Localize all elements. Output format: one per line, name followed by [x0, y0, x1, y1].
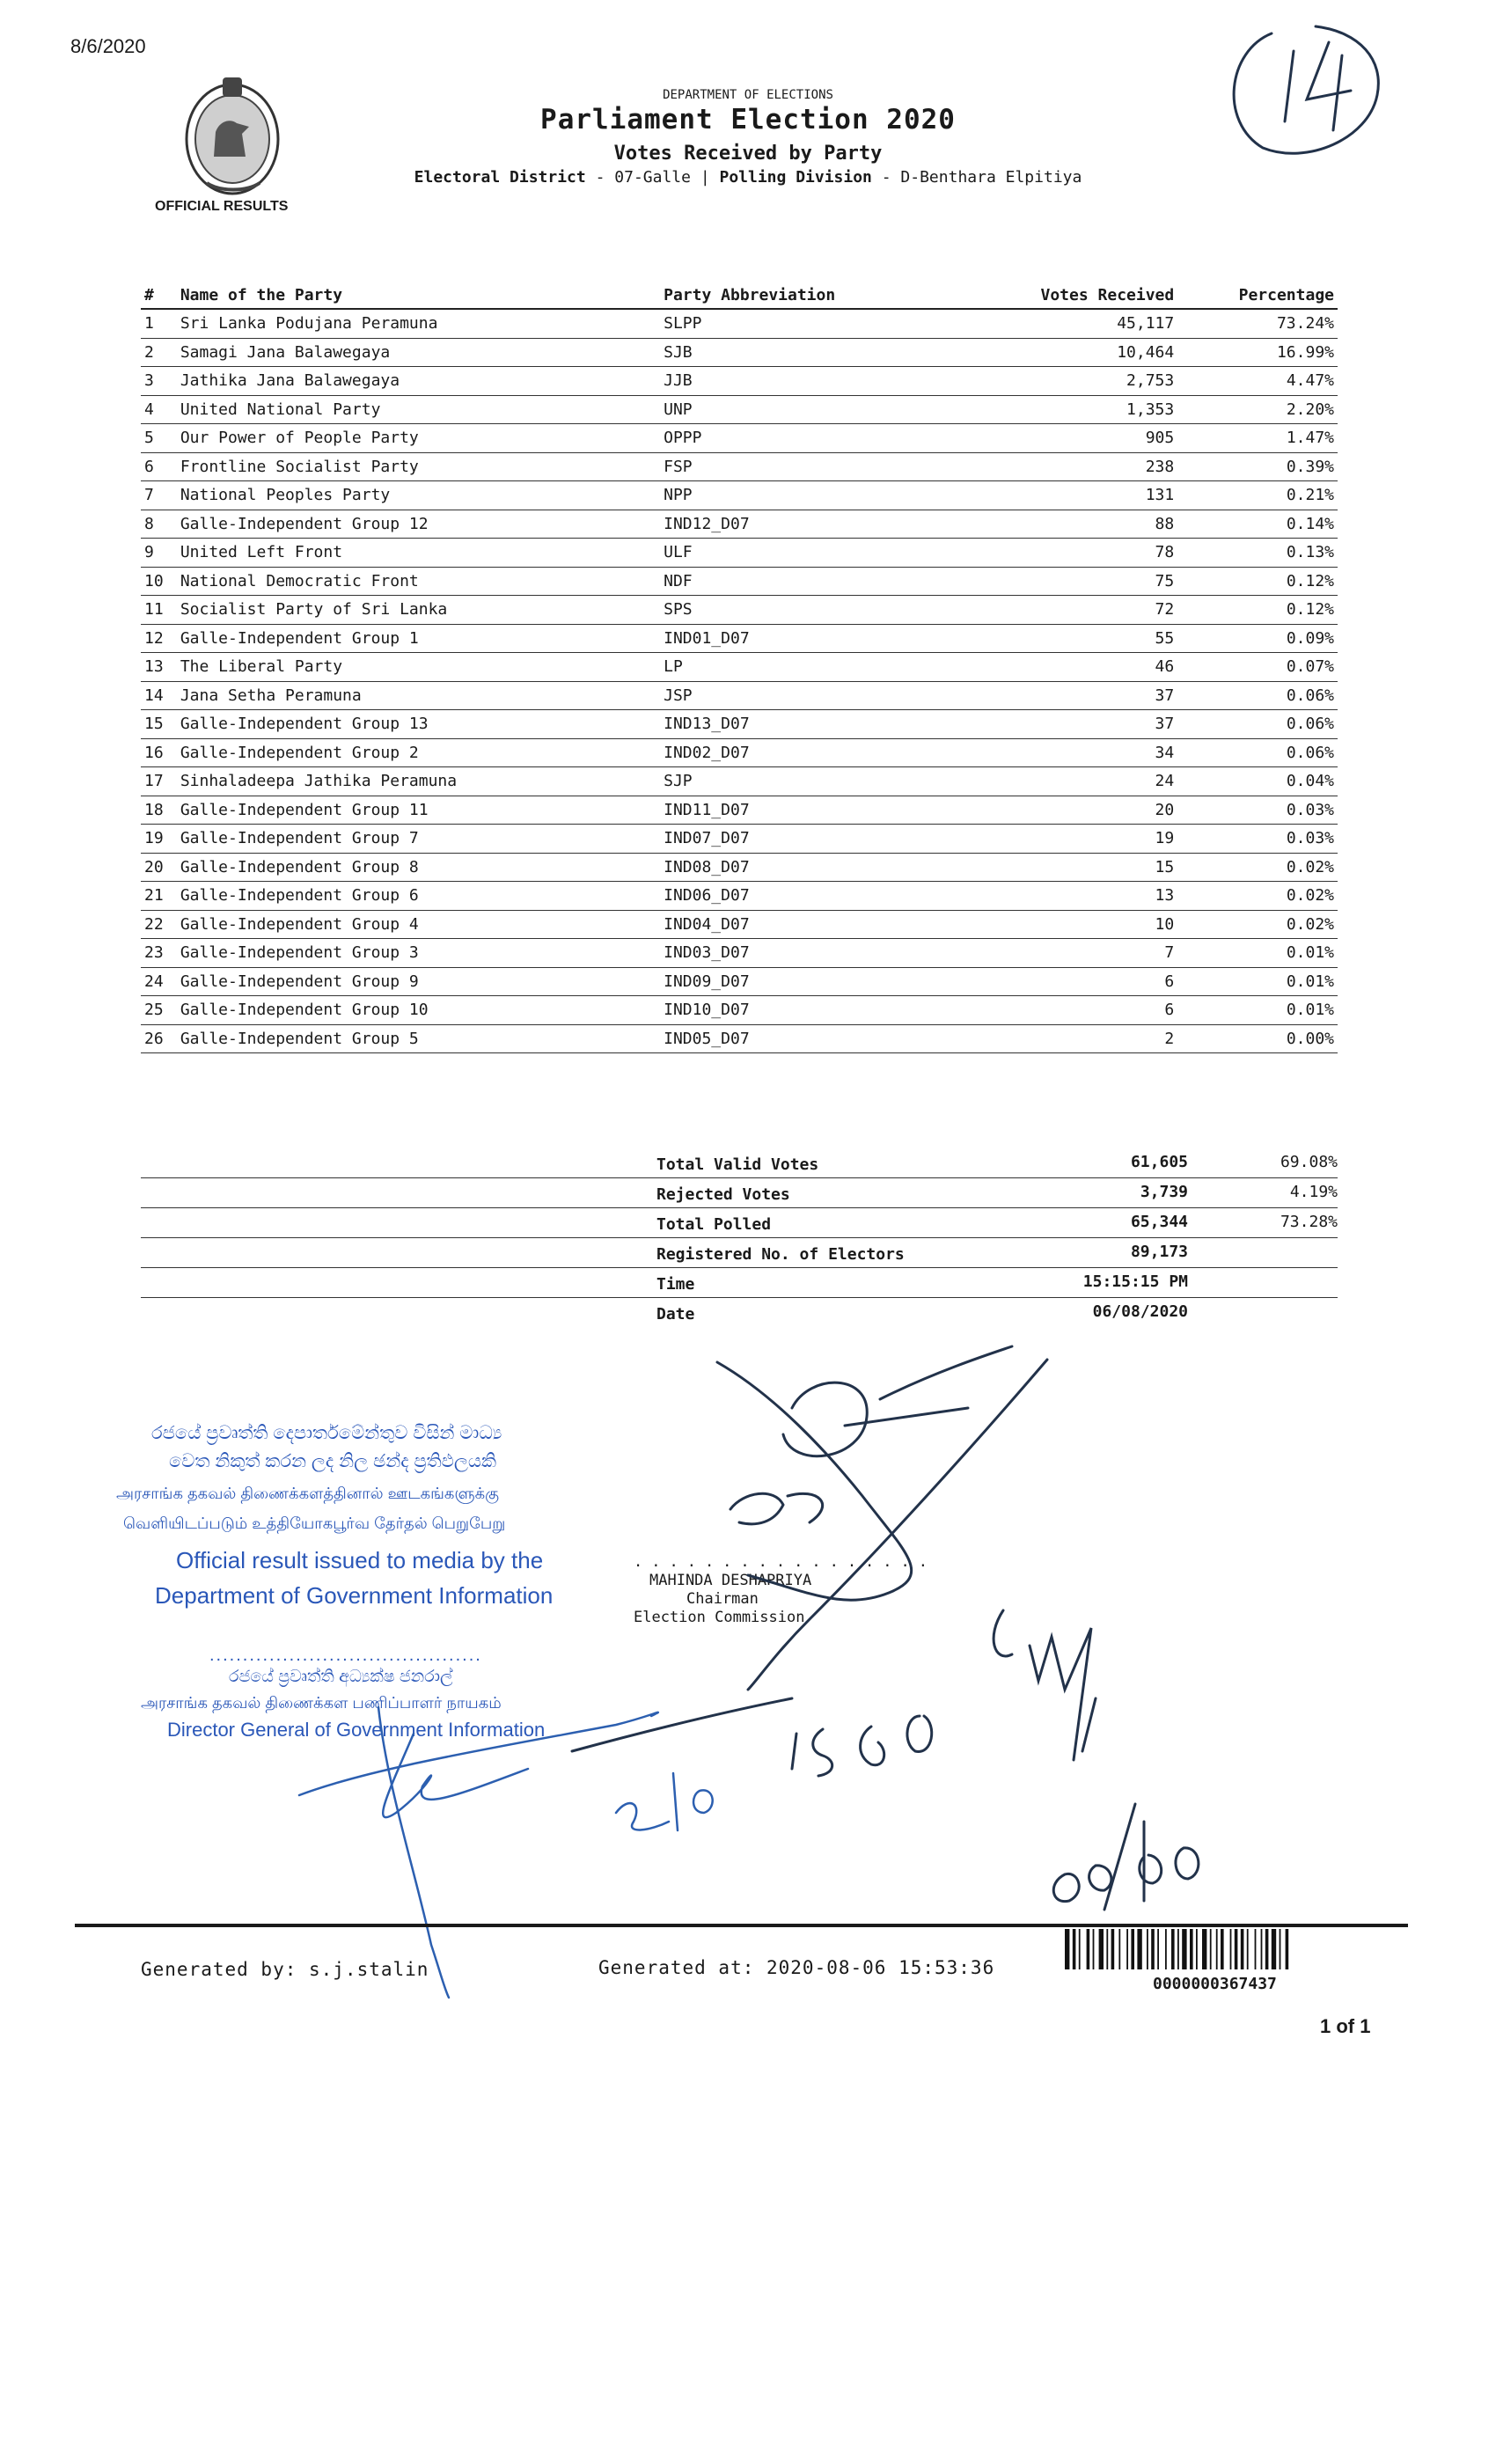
barcode-bar — [1073, 1929, 1076, 1969]
party-abbreviation: JSP — [660, 681, 964, 710]
stamp-english-line-1: Official result issued to media by the — [176, 1547, 544, 1573]
chairman-body: Election Commission — [634, 1609, 805, 1626]
row-number: 9 — [141, 539, 177, 568]
generated-by: Generated by: s.j.stalin — [141, 1959, 429, 1980]
party-name: United National Party — [177, 395, 660, 424]
party-name: Galle-Independent Group 11 — [177, 796, 660, 825]
district-label: Electoral District — [414, 168, 586, 187]
party-abbreviation: IND02_D07 — [660, 738, 964, 767]
row-number: 25 — [141, 996, 177, 1025]
summary-label: Registered No. of Electors — [656, 1245, 905, 1264]
summary-label: Total Valid Votes — [656, 1155, 819, 1174]
barcode-bar — [1099, 1929, 1104, 1969]
percentage: 0.02% — [1177, 853, 1338, 882]
summary-value: 06/08/2020 — [1092, 1302, 1188, 1321]
party-abbreviation: IND04_D07 — [660, 910, 964, 939]
party-abbreviation: OPPP — [660, 424, 964, 453]
row-number: 2 — [141, 338, 177, 367]
chairman-title: Chairman — [686, 1590, 759, 1608]
party-abbreviation: SPS — [660, 596, 964, 625]
percentage: 0.03% — [1177, 825, 1338, 854]
barcode-bar — [1230, 1929, 1232, 1969]
barcode-bar — [1255, 1929, 1257, 1969]
percentage: 0.06% — [1177, 681, 1338, 710]
row-number: 4 — [141, 395, 177, 424]
barcode-bar — [1126, 1929, 1128, 1969]
separator: - — [881, 168, 901, 187]
votes-received: 10,464 — [964, 338, 1177, 367]
party-name: Our Power of People Party — [177, 424, 660, 453]
summary-value: 15:15:15 PM — [1082, 1272, 1188, 1291]
barcode-icon — [1065, 1929, 1399, 1969]
votes-received: 20 — [964, 796, 1177, 825]
party-abbreviation: SLPP — [660, 309, 964, 338]
party-name: Socialist Party of Sri Lanka — [177, 596, 660, 625]
separator: - — [595, 168, 615, 187]
party-name: Galle-Independent Group 7 — [177, 825, 660, 854]
barcode-bar — [1280, 1929, 1281, 1969]
party-name: National Peoples Party — [177, 481, 660, 510]
barcode-bar — [1216, 1929, 1218, 1969]
summary-label: Rejected Votes — [656, 1185, 790, 1204]
summary-value: 3,739 — [1140, 1183, 1188, 1201]
party-name: Jana Setha Peramuna — [177, 681, 660, 710]
votes-received: 1,353 — [964, 395, 1177, 424]
row-number: 21 — [141, 882, 177, 911]
votes-received: 6 — [964, 996, 1177, 1025]
votes-received: 24 — [964, 767, 1177, 796]
votes-received: 75 — [964, 567, 1177, 596]
percentage: 0.01% — [1177, 967, 1338, 996]
page-title: Parliament Election 2020 — [540, 104, 956, 136]
row-number: 10 — [141, 567, 177, 596]
votes-received: 6 — [964, 967, 1177, 996]
row-number: 17 — [141, 767, 177, 796]
summary-value: 89,173 — [1130, 1243, 1188, 1261]
percentage: 16.99% — [1177, 338, 1338, 367]
generated-at: Generated at: 2020-08-06 15:53:36 — [598, 1957, 995, 1978]
barcode-bar — [1202, 1929, 1206, 1969]
percentage: 0.06% — [1177, 710, 1338, 739]
print-date: 8/6/2020 — [70, 35, 146, 57]
barcode-bar — [1286, 1929, 1289, 1969]
page-subtitle: Votes Received by Party — [613, 143, 883, 165]
votes-received: 45,117 — [964, 309, 1177, 338]
summary-label: Total Polled — [656, 1215, 772, 1234]
party-name: Galle-Independent Group 3 — [177, 939, 660, 968]
summary-percentage: 73.28% — [1280, 1213, 1338, 1231]
party-name: Galle-Independent Group 12 — [177, 510, 660, 539]
party-name: National Democratic Front — [177, 567, 660, 596]
column-header: Party Abbreviation — [660, 282, 964, 309]
party-abbreviation: IND07_D07 — [660, 825, 964, 854]
barcode-bar — [1265, 1929, 1269, 1969]
party-name: Galle-Independent Group 6 — [177, 882, 660, 911]
percentage: 0.01% — [1177, 996, 1338, 1025]
row-number: 16 — [141, 738, 177, 767]
votes-received: 34 — [964, 738, 1177, 767]
percentage: 0.00% — [1177, 1024, 1338, 1053]
stamp-sinhala-line-2: වෙත නිකුත් කරන ලද නිල ඡන්ද ප්‍රතිඵලයකි — [169, 1451, 497, 1471]
summary-label: Date — [656, 1305, 695, 1324]
barcode-bar — [1272, 1929, 1276, 1969]
votes-received: 19 — [964, 825, 1177, 854]
votes-received: 55 — [964, 624, 1177, 653]
party-abbreviation: NDF — [660, 567, 964, 596]
votes-received: 10 — [964, 910, 1177, 939]
summary-percentage: 4.19% — [1289, 1183, 1338, 1201]
row-number: 23 — [141, 939, 177, 968]
votes-received: 72 — [964, 596, 1177, 625]
party-name: Frontline Socialist Party — [177, 452, 660, 481]
party-name: Galle-Independent Group 2 — [177, 738, 660, 767]
barcode-bar — [1079, 1929, 1081, 1969]
votes-received: 2 — [964, 1024, 1177, 1053]
row-number: 24 — [141, 967, 177, 996]
row-number: 6 — [141, 452, 177, 481]
percentage: 0.04% — [1177, 767, 1338, 796]
row-number: 13 — [141, 653, 177, 682]
percentage: 0.09% — [1177, 624, 1338, 653]
stamp-sinhala-line-3: රජයේ ප්‍රවෘත්ති අධ්‍යක්ෂ ජනරාල් — [229, 1668, 453, 1686]
votes-received: 37 — [964, 710, 1177, 739]
barcode-bar — [1151, 1929, 1155, 1969]
stamp-dotted-line: ......................................... — [209, 1646, 482, 1665]
row-number: 22 — [141, 910, 177, 939]
party-abbreviation: IND12_D07 — [660, 510, 964, 539]
row-number: 3 — [141, 367, 177, 396]
barcode-bar — [1171, 1929, 1175, 1969]
division-label: Polling Division — [719, 168, 872, 187]
votes-received: 15 — [964, 853, 1177, 882]
party-abbreviation: LP — [660, 653, 964, 682]
division-value: D-Benthara Elpitiya — [900, 168, 1082, 187]
barcode-bar — [1131, 1929, 1134, 1969]
party-name: Galle-Independent Group 10 — [177, 996, 660, 1025]
percentage: 0.12% — [1177, 596, 1338, 625]
party-name: United Left Front — [177, 539, 660, 568]
percentage: 0.39% — [1177, 452, 1338, 481]
percentage: 0.13% — [1177, 539, 1338, 568]
percentage: 0.12% — [1177, 567, 1338, 596]
row-number: 7 — [141, 481, 177, 510]
barcode-bar — [1093, 1929, 1095, 1969]
stamp-sinhala-line-1: රජයේ ප්‍රවෘත්ති දෙපාර්තමේන්තුව විසින් මාධ්‍ය — [151, 1423, 502, 1443]
row-number: 1 — [141, 309, 177, 338]
percentage: 2.20% — [1177, 395, 1338, 424]
party-abbreviation: IND08_D07 — [660, 853, 964, 882]
barcode-bar — [1196, 1929, 1198, 1969]
department-name: DEPARTMENT OF ELECTIONS — [663, 88, 833, 102]
barcode-bar — [1241, 1929, 1244, 1969]
party-name: Galle-Independent Group 1 — [177, 624, 660, 653]
party-abbreviation: IND05_D07 — [660, 1024, 964, 1053]
row-number: 18 — [141, 796, 177, 825]
barcode-bar — [1182, 1929, 1186, 1969]
party-name: Sinhaladeepa Jathika Peramuna — [177, 767, 660, 796]
barcode-bar — [1157, 1929, 1159, 1969]
summary-value: 65,344 — [1130, 1213, 1188, 1231]
footer-rule — [75, 1924, 1408, 1927]
percentage: 1.47% — [1177, 424, 1338, 453]
barcode-bar — [1118, 1929, 1120, 1969]
stamp-tamil-line-3: அரசாங்க தகவல் திணைக்கள பணிப்பாளர் நாயகம் — [141, 1694, 502, 1712]
party-abbreviation: IND11_D07 — [660, 796, 964, 825]
votes-received: 7 — [964, 939, 1177, 968]
votes-received: 238 — [964, 452, 1177, 481]
barcode-bar — [1106, 1929, 1108, 1969]
page-number: 1 of 1 — [1320, 2015, 1371, 2037]
percentage: 0.02% — [1177, 882, 1338, 911]
row-number: 12 — [141, 624, 177, 653]
party-name: Samagi Jana Balawegaya — [177, 338, 660, 367]
party-abbreviation: IND03_D07 — [660, 939, 964, 968]
barcode-bar — [1065, 1929, 1069, 1969]
percentage: 0.06% — [1177, 738, 1338, 767]
votes-received: 46 — [964, 653, 1177, 682]
party-abbreviation: FSP — [660, 452, 964, 481]
summary-value: 61,605 — [1130, 1153, 1188, 1171]
row-number: 19 — [141, 825, 177, 854]
party-abbreviation: SJB — [660, 338, 964, 367]
barcode-bar — [1177, 1929, 1179, 1969]
percentage: 0.02% — [1177, 910, 1338, 939]
party-abbreviation: IND06_D07 — [660, 882, 964, 911]
summary-percentage: 69.08% — [1280, 1153, 1338, 1171]
stamp-english-line-2: Department of Government Information — [155, 1582, 554, 1609]
votes-received: 2,753 — [964, 367, 1177, 396]
votes-received: 78 — [964, 539, 1177, 568]
stamp-tamil-line-2: வெளியிடப்படும் உத்தியோகபூர்வ தேர்தல் பெறுபேறு — [123, 1514, 506, 1532]
barcode-bar — [1190, 1929, 1193, 1969]
party-name: Galle-Independent Group 8 — [177, 853, 660, 882]
barcode-bar — [1087, 1929, 1090, 1969]
barcode-bar — [1210, 1929, 1212, 1969]
barcode-bar — [1221, 1929, 1224, 1969]
party-abbreviation: UNP — [660, 395, 964, 424]
column-header: Votes Received — [964, 282, 1177, 309]
votes-received: 88 — [964, 510, 1177, 539]
row-number: 26 — [141, 1024, 177, 1053]
column-header: Name of the Party — [177, 282, 660, 309]
barcode-bar — [1147, 1929, 1148, 1969]
party-abbreviation: SJP — [660, 767, 964, 796]
signature-dotted-line: ................. — [634, 1553, 936, 1571]
row-number: 5 — [141, 424, 177, 453]
party-name: Galle-Independent Group 13 — [177, 710, 660, 739]
separator: | — [700, 168, 720, 187]
row-number: 20 — [141, 853, 177, 882]
percentage: 0.21% — [1177, 481, 1338, 510]
barcode-bar — [1111, 1929, 1115, 1969]
party-abbreviation: IND10_D07 — [660, 996, 964, 1025]
stamp-english-line-3: Director General of Government Information — [167, 1719, 546, 1741]
row-number: 15 — [141, 710, 177, 739]
barcode-bar — [1165, 1929, 1167, 1969]
column-header: Percentage — [1177, 282, 1338, 309]
party-abbreviation: IND13_D07 — [660, 710, 964, 739]
row-number: 8 — [141, 510, 177, 539]
votes-received: 13 — [964, 882, 1177, 911]
party-name: Galle-Independent Group 5 — [177, 1024, 660, 1053]
official-results-label: OFFICIAL RESULTS — [155, 199, 289, 214]
district-value: 07-Galle — [614, 168, 691, 187]
stamp-tamil-line-1: அரசாங்க தகவல் திணைக்களத்தினால் ஊடகங்களுக்கு — [116, 1485, 499, 1502]
percentage: 73.24% — [1177, 309, 1338, 338]
party-abbreviation: IND09_D07 — [660, 967, 964, 996]
column-header: # — [141, 282, 177, 309]
barcode-bar — [1235, 1929, 1238, 1969]
row-number: 14 — [141, 681, 177, 710]
barcode-bar — [1247, 1929, 1249, 1969]
party-name: Galle-Independent Group 9 — [177, 967, 660, 996]
percentage: 0.01% — [1177, 939, 1338, 968]
votes-received: 37 — [964, 681, 1177, 710]
chairman-name: MAHINDA DESHAPRIYA — [649, 1572, 812, 1589]
percentage: 4.47% — [1177, 367, 1338, 396]
barcode-number: 0000000367437 — [1153, 1975, 1277, 1993]
summary-label: Time — [656, 1275, 695, 1294]
percentage: 0.07% — [1177, 653, 1338, 682]
votes-received: 131 — [964, 481, 1177, 510]
party-name: The Liberal Party — [177, 653, 660, 682]
party-abbreviation: ULF — [660, 539, 964, 568]
barcode-bar — [1137, 1929, 1141, 1969]
party-name: Jathika Jana Balawegaya — [177, 367, 660, 396]
party-abbreviation: JJB — [660, 367, 964, 396]
party-name: Sri Lanka Podujana Peramuna — [177, 309, 660, 338]
row-number: 11 — [141, 596, 177, 625]
party-abbreviation: IND01_D07 — [660, 624, 964, 653]
percentage: 0.03% — [1177, 796, 1338, 825]
party-name: Galle-Independent Group 4 — [177, 910, 660, 939]
party-abbreviation: NPP — [660, 481, 964, 510]
votes-received: 905 — [964, 424, 1177, 453]
barcode-bar — [1261, 1929, 1263, 1969]
percentage: 0.14% — [1177, 510, 1338, 539]
